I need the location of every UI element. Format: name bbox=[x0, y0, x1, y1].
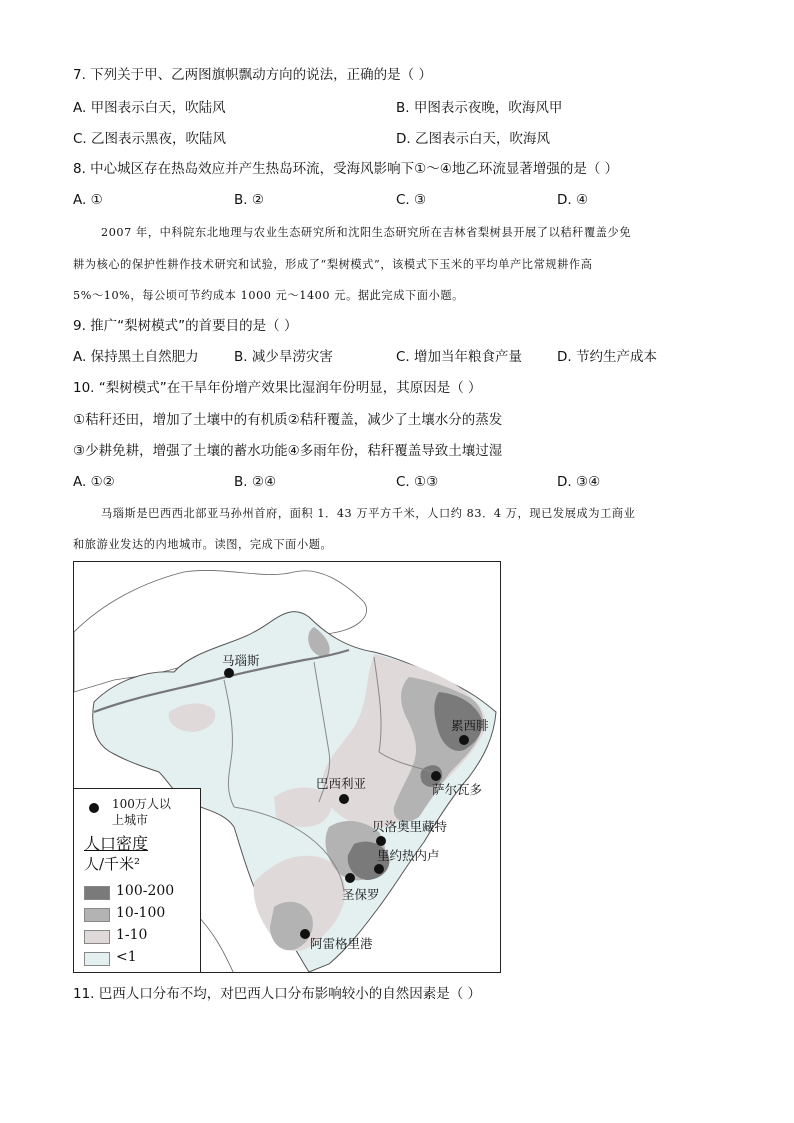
passage-1-line-3: 5%～10%，每公顷可节约成本 1000 元～1400 元。据此完成下面小题。 bbox=[73, 289, 464, 302]
q9-option-d: D. 节约生产成本 bbox=[557, 349, 657, 365]
city-dot-salvador bbox=[431, 771, 441, 781]
legend-density-title: 人口密度 bbox=[84, 834, 149, 853]
city-dot-brasilia bbox=[339, 794, 349, 804]
legend-swatch-lt-1 bbox=[84, 952, 110, 966]
passage-2-line-2: 和旅游业发达的内地城市。读图，完成下面小题。 bbox=[73, 538, 333, 551]
q7-option-d: D. 乙图表示白天，吹海风 bbox=[396, 131, 550, 147]
city-dot-rio bbox=[374, 864, 384, 874]
city-label-recife: 累西腓 bbox=[451, 718, 489, 733]
city-label-manaus: 马瑙斯 bbox=[222, 653, 260, 668]
city-dot-manaus bbox=[224, 668, 234, 678]
q8-option-b: B. ② bbox=[234, 192, 264, 208]
legend-swatch-10-100 bbox=[84, 908, 110, 922]
q10-statement-1: ①秸秆还田，增加了土壤中的有机质②秸秆覆盖，减少了土壤水分的蒸发 bbox=[73, 412, 503, 428]
legend-swatch-1-10 bbox=[84, 930, 110, 944]
city-label-brasilia: 巴西利亚 bbox=[316, 776, 367, 791]
q7-option-c: C. 乙图表示黑夜，吹陆风 bbox=[73, 131, 227, 147]
city-symbol-icon bbox=[89, 803, 99, 813]
city-dot-recife bbox=[459, 735, 469, 745]
city-label-rio: 里约热内卢 bbox=[377, 848, 440, 863]
city-dot-porto-alegre bbox=[300, 929, 310, 939]
question-9-stem: 9. 推广“梨树模式”的首要目的是（ ） bbox=[73, 318, 298, 334]
q10-option-a: A. ①② bbox=[73, 474, 115, 490]
q8-option-d: D. ④ bbox=[557, 192, 589, 208]
q8-option-c: C. ③ bbox=[396, 192, 427, 208]
question-10-stem: 10. “梨树模式”在干旱年份增产效果比湿润年份明显，其原因是（ ） bbox=[73, 380, 482, 396]
q10-option-d: D. ③④ bbox=[557, 474, 601, 490]
map-legend bbox=[74, 788, 201, 973]
question-7-stem: 7. 下列关于甲、乙两图旗帜飘动方向的说法，正确的是（ ） bbox=[73, 67, 432, 83]
q9-option-c: C. 增加当年粮食产量 bbox=[396, 349, 523, 365]
q10-statement-2: ③少耕免耕，增强了土壤的蓄水功能④多雨年份，秸秆覆盖导致土壤过湿 bbox=[73, 443, 503, 459]
passage-1-line-2: 耕为核心的保护性耕作技术研究和试验，形成了“梨树模式”，该模式下玉米的平均单产比常规耕作高 bbox=[73, 258, 593, 271]
city-dot-belo-horizonte bbox=[376, 836, 386, 846]
legend-swatch-100-200 bbox=[84, 886, 110, 900]
q9-option-a: A. 保持黑土自然肥力 bbox=[73, 349, 199, 365]
q8-option-a: A. ① bbox=[73, 192, 103, 208]
q7-option-a: A. 甲图表示白天，吹陆风 bbox=[73, 100, 226, 116]
question-8-stem: 8. 中心城区存在热岛效应并产生热岛环流，受海风影响下①～④地乙环流显著增强的是（ ） bbox=[73, 161, 619, 177]
passage-2-line-1: 马瑙斯是巴西西北部亚马孙州首府，面积 1．43 万平方千米，人口约 83．4 万，现已发展成为工商业 bbox=[101, 507, 636, 520]
legend-label-lt-1: <1 bbox=[116, 949, 137, 965]
legend-density-unit: 人/千米² bbox=[84, 855, 141, 873]
passage-1-line-1: 2007 年，中科院东北地理与农业生态研究所和沈阳生态研究所在吉林省梨树县开展了以秸秆覆盖少免 bbox=[101, 226, 632, 239]
legend-label-100-200: 100-200 bbox=[116, 883, 175, 899]
legend-label-1-10: 1-10 bbox=[116, 927, 148, 943]
q10-option-b: B. ②④ bbox=[234, 474, 277, 490]
city-label-sao-paulo: 圣保罗 bbox=[342, 887, 380, 902]
city-dot-sao-paulo bbox=[345, 873, 355, 883]
question-11-stem: 11. 巴西人口分布不均，对巴西人口分布影响较小的自然因素是（ ） bbox=[73, 986, 482, 1002]
city-label-porto-alegre: 阿雷格里港 bbox=[310, 936, 373, 951]
q10-option-c: C. ①③ bbox=[396, 474, 439, 490]
legend-label-10-100: 10-100 bbox=[116, 905, 166, 921]
legend-city-label-2: 上城市 bbox=[112, 813, 149, 827]
legend-city-label-1: 100万人以 bbox=[112, 797, 171, 811]
brazil-population-map bbox=[73, 561, 501, 973]
city-label-belo-horizonte: 贝洛奥里藏特 bbox=[372, 819, 448, 834]
city-label-salvador: 萨尔瓦多 bbox=[432, 782, 483, 797]
q7-option-b: B. 甲图表示夜晚，吹海风甲 bbox=[396, 100, 563, 116]
q9-option-b: B. 减少旱涝灾害 bbox=[234, 349, 333, 365]
